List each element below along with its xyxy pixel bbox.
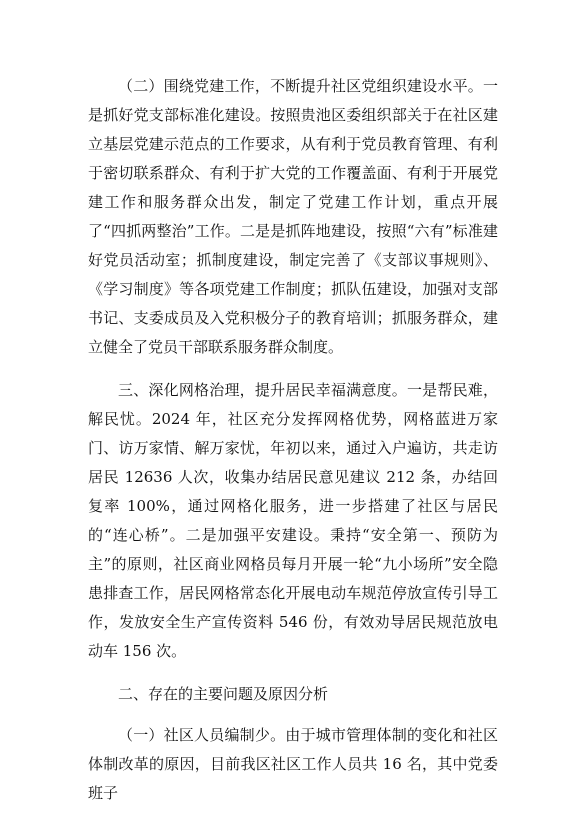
section-heading: 二、存在的主要问题及原因分析 [118,685,329,703]
document-page [88,72,498,822]
paragraph-staffing: （一）社区人员编制少。由于城市管理体制的变化和社区体制改革的原因，目前我区社区工作人员共 16 名，其中党委班子 [88,726,498,802]
paragraph-grid-governance: 三、深化网格治理，提升居民幸福满意度。一是帮民难，解民忧。2024 年，社区充分发挥网格优势，网格蓝进万家门、访万家情、解万家忧，年初以来，通过入户遍访，共走访居民 12636 人次，收集办结居民意见建议 212 条，办结回复率 100%，通过网格化服务，进一步搭建了社区与居民的“连心桥”。二是加强平安建设。秉持“安全第一、预防为主”的原则，社区商业网格员每月开展一轮“九小场所”安全隐患排查工作，居民网格常态化开展电动车规范停放宣传引导工作，发放安全生产宣传资料 546 份，有效劝导居民规范放电动车 156 次。 [88,381,498,660]
paragraph-party-building: （二）围绕党建工作，不断提升社区党组织建设水平。一是抓好党支部标准化建设。按照贵池区委组织部关于在社区建立基层党建示范点的工作要求，从有利于党员教育管理、有利于密切联系群众、有利于扩大党的工作覆盖面、有利于开展党建工作和服务群众出发，制定了党建工作计划，重点开展了“四抓两整治”工作。二是是抓阵地建设，按照“六有”标准建好党员活动室；抓制度建设，制定完善了《支部议事规则》、《学习制度》等各项党建工作制度；抓队伍建设，加强对支部书记、支委成员及入党积极分子的教育培训；抓服务群众，建立健全了党员干部联系服务群众制度。 [88,77,498,356]
